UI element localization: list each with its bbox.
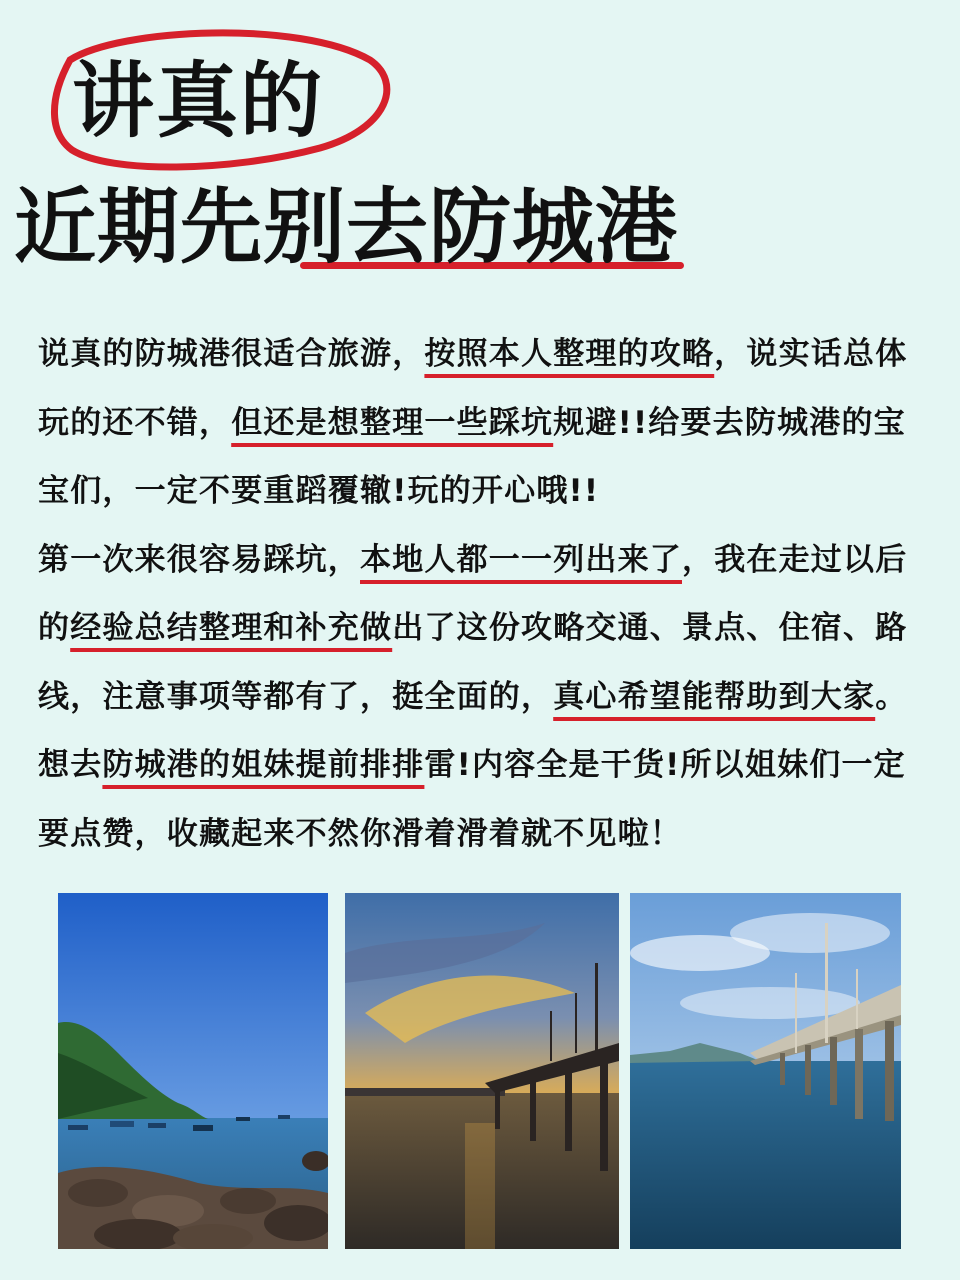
text-span: ，说实话总体玩的还不错， [38,336,908,441]
text-span: 说真的防城港很适合旅游， [38,336,425,372]
text-span: 想去 [38,747,103,783]
paragraph-1 [38,320,928,526]
highlighted-text: 但还是想整理一些踩坑 [231,404,554,441]
text-span: 。 [875,678,908,715]
text-span: ，我在走过以后的 [38,541,908,646]
coastal-rocks-photo [58,893,328,1249]
sunset-bridge-photo [345,893,619,1249]
text-span: 出了这份攻略交通、景点、住宿、路线，注意事项等都有了，挺全面的， [38,610,908,715]
text-span: 雷!内容全是干货!所以姐妹们一定要点赞，收藏起来不然你滑着滑着就不见啦！ [38,747,906,852]
article-body [38,320,928,868]
text-span: 规避!!给要去防城港的宝宝们，一定不要重蹈覆辙!玩的开心哦!! [38,404,906,509]
highlighted-text: 经验总结整理和补充做 [70,610,393,646]
highlighted-text: 本地人都一一列出来了 [360,541,682,578]
paragraph-3 [38,731,928,868]
text-span: 第一次来很容易踩坑， [38,541,360,578]
title-line-1: 讲真的 [72,54,325,149]
paragraph-2 [38,526,928,732]
highlighted-text: 防城港的姐妹提前排排 [102,747,425,783]
highlighted-text: 按照本人整理的攻略 [424,336,715,372]
highlighted-text: 真心希望能帮助到大家 [553,678,876,715]
title-line-2: 近期先别去防城港 [14,180,679,275]
daytime-bridge-photo [630,893,901,1249]
